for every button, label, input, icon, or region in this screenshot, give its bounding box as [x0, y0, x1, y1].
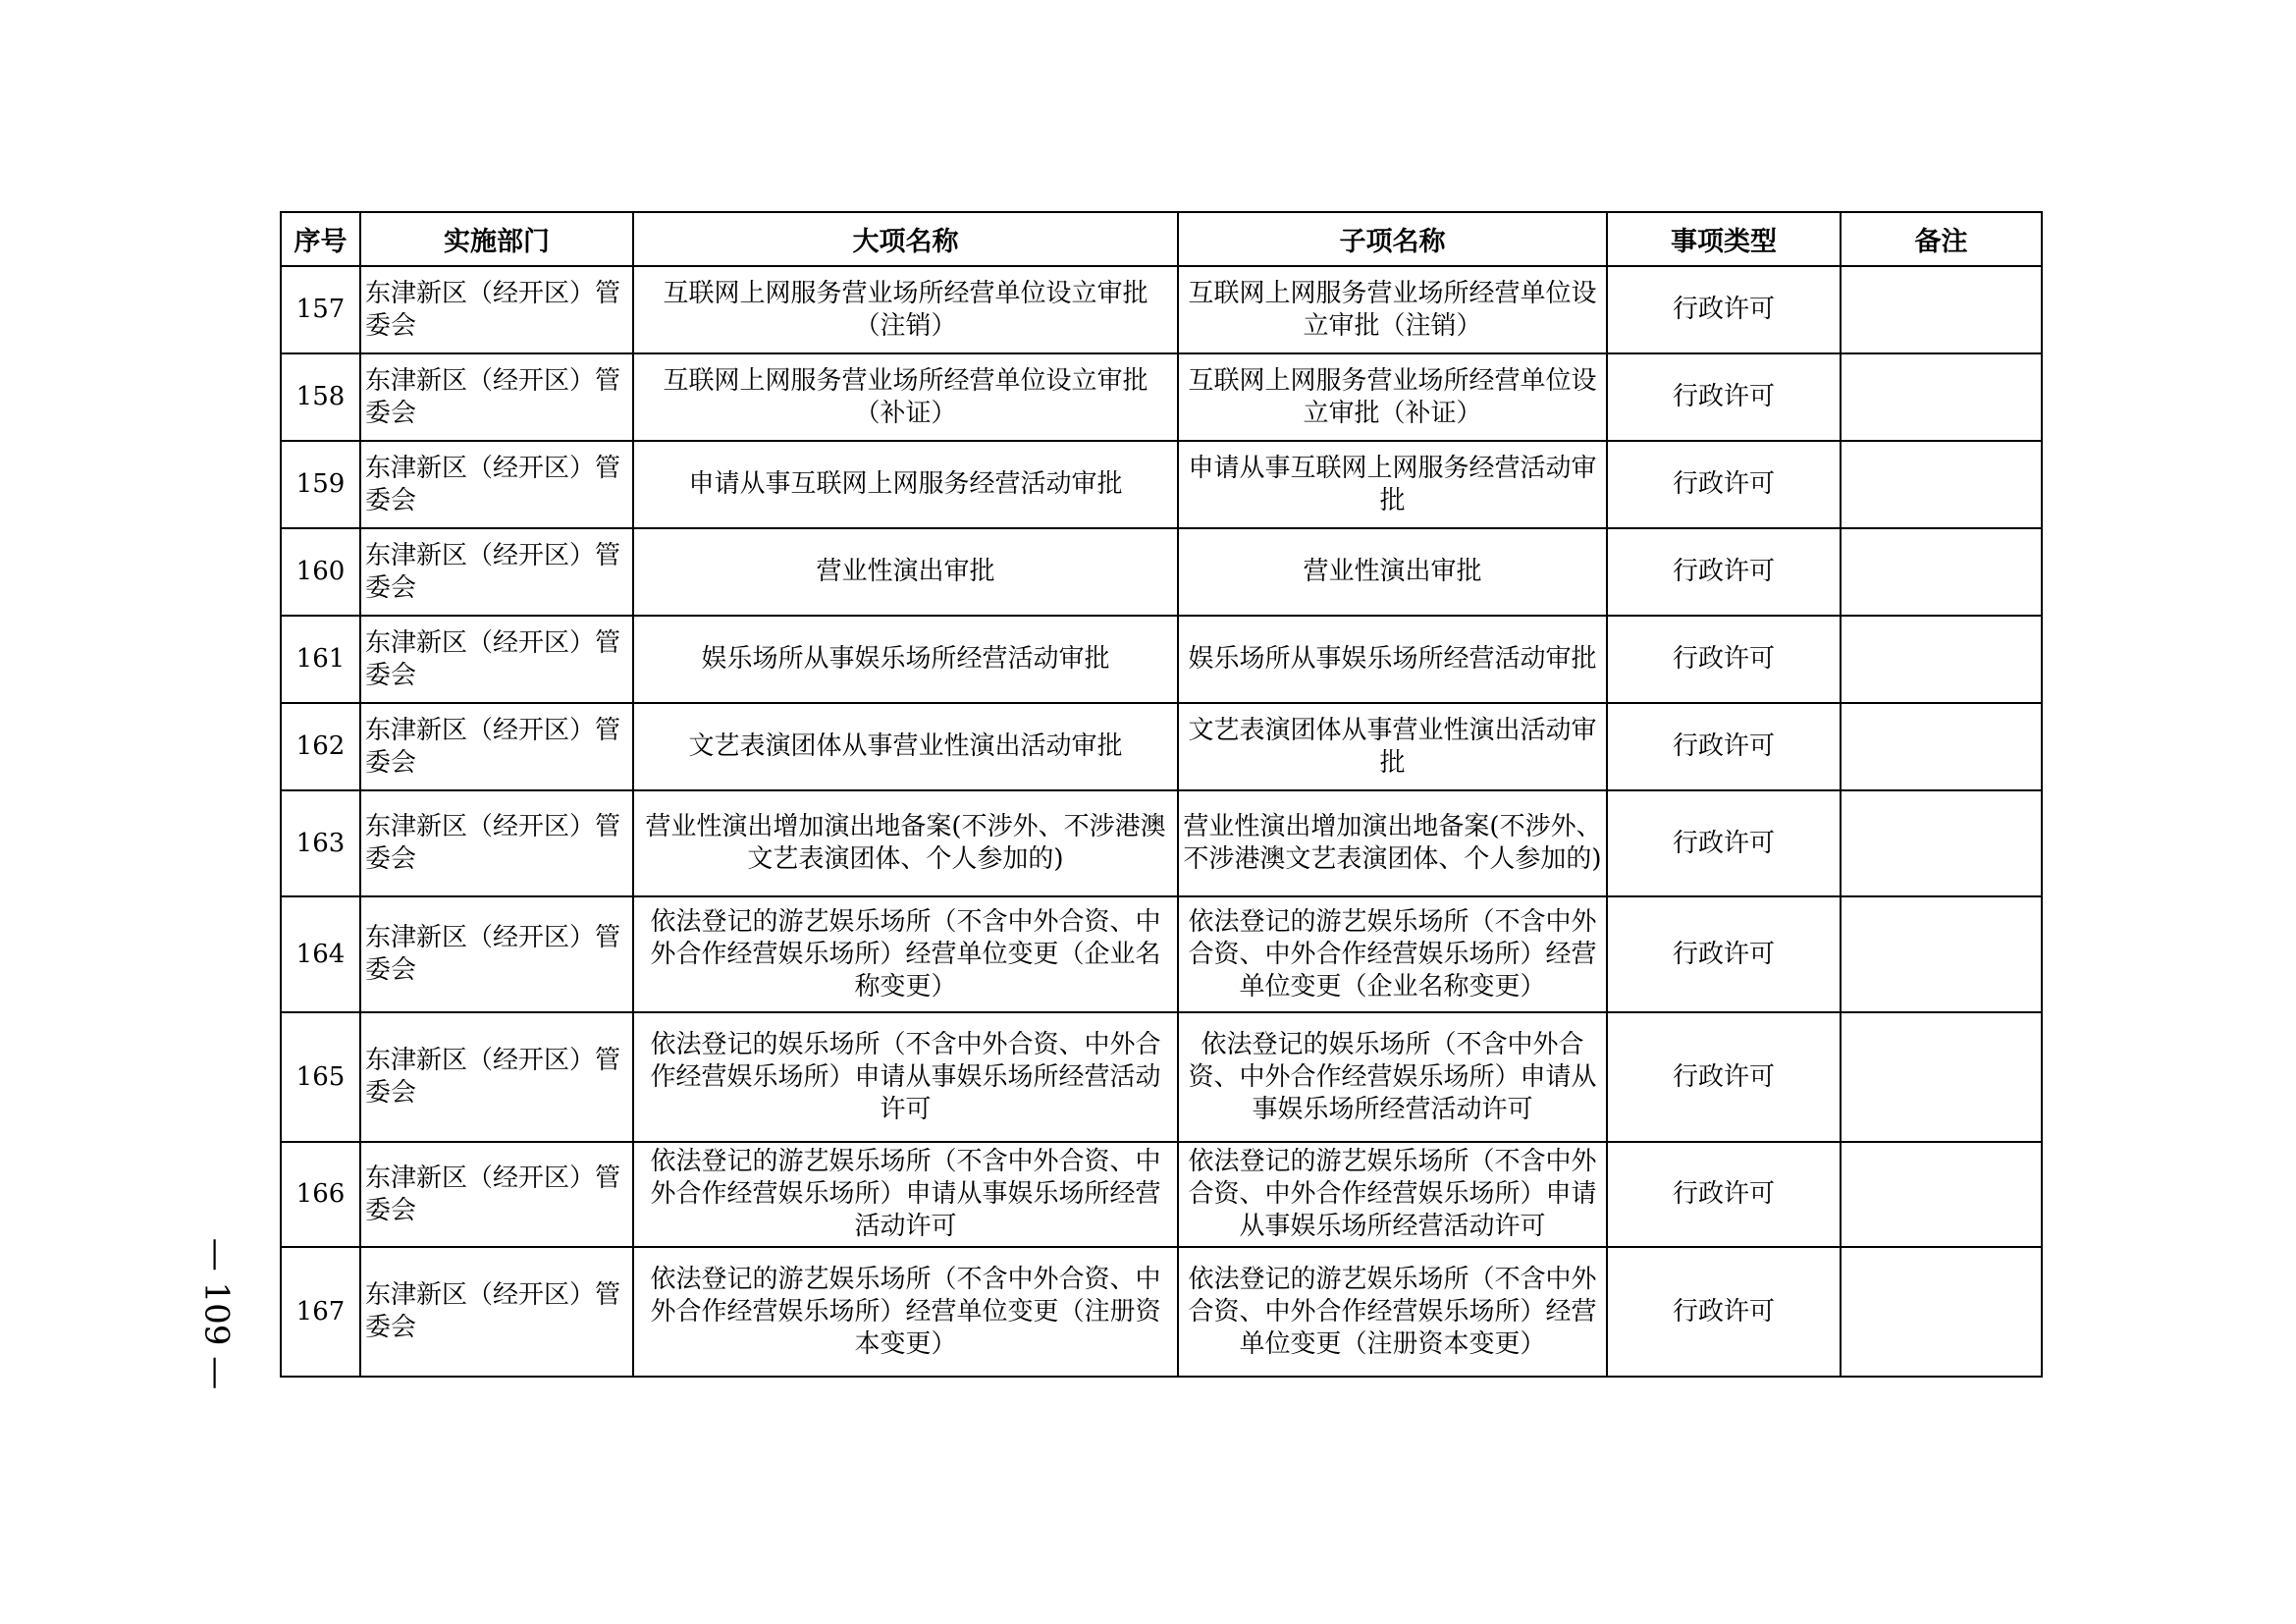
table-header — [281, 212, 2042, 266]
cell-no: 167 — [281, 1247, 360, 1377]
table-row — [281, 1142, 2042, 1247]
header-remark: 备注 — [1841, 212, 2042, 266]
cell-item: 营业性演出审批 — [633, 528, 1178, 616]
cell-subitem: 依法登记的娱乐场所（不含中外合资、中外合作经营娱乐场所）申请从事娱乐场所经营活动许可 — [1178, 1012, 1607, 1142]
cell-type: 行政许可 — [1607, 1012, 1841, 1142]
header-row — [281, 212, 2042, 266]
cell-remark — [1841, 896, 2042, 1012]
cell-type: 行政许可 — [1607, 441, 1841, 528]
cell-no: 165 — [281, 1012, 360, 1142]
cell-dept: 东津新区（经开区）管委会 — [360, 1142, 633, 1247]
table-row — [281, 1012, 2042, 1142]
header-no: 序号 — [281, 212, 360, 266]
table-row — [281, 528, 2042, 616]
cell-subitem: 依法登记的游艺娱乐场所（不含中外合资、中外合作经营娱乐场所）经营单位变更（注册资本变更） — [1178, 1247, 1607, 1377]
cell-type: 行政许可 — [1607, 896, 1841, 1012]
cell-remark — [1841, 266, 2042, 353]
cell-type: 行政许可 — [1607, 353, 1841, 441]
cell-dept: 东津新区（经开区）管委会 — [360, 616, 633, 703]
cell-remark — [1841, 1142, 2042, 1247]
cell-type: 行政许可 — [1607, 528, 1841, 616]
table-row — [281, 353, 2042, 441]
administrative-matters-table — [280, 211, 2043, 1378]
cell-dept: 东津新区（经开区）管委会 — [360, 353, 633, 441]
cell-subitem: 申请从事互联网上网服务经营活动审批 — [1178, 441, 1607, 528]
cell-subitem: 文艺表演团体从事营业性演出活动审批 — [1178, 703, 1607, 790]
cell-item: 互联网上网服务营业场所经营单位设立审批（补证） — [633, 353, 1178, 441]
cell-no: 160 — [281, 528, 360, 616]
table-row — [281, 703, 2042, 790]
cell-dept: 东津新区（经开区）管委会 — [360, 266, 633, 353]
cell-no: 166 — [281, 1142, 360, 1247]
cell-remark — [1841, 353, 2042, 441]
cell-no: 162 — [281, 703, 360, 790]
cell-no: 161 — [281, 616, 360, 703]
cell-dept: 东津新区（经开区）管委会 — [360, 1247, 633, 1377]
cell-item: 文艺表演团体从事营业性演出活动审批 — [633, 703, 1178, 790]
page-number-text: — 109 — — [196, 1237, 237, 1389]
cell-item: 依法登记的游艺娱乐场所（不含中外合资、中外合作经营娱乐场所）经营单位变更（企业名称变更） — [633, 896, 1178, 1012]
cell-no: 158 — [281, 353, 360, 441]
table-row — [281, 1247, 2042, 1377]
cell-type: 行政许可 — [1607, 266, 1841, 353]
table-row — [281, 790, 2042, 896]
cell-remark — [1841, 790, 2042, 896]
cell-type: 行政许可 — [1607, 703, 1841, 790]
cell-dept: 东津新区（经开区）管委会 — [360, 896, 633, 1012]
cell-dept: 东津新区（经开区）管委会 — [360, 790, 633, 896]
cell-type: 行政许可 — [1607, 1142, 1841, 1247]
cell-no: 159 — [281, 441, 360, 528]
cell-subitem: 娱乐场所从事娱乐场所经营活动审批 — [1178, 616, 1607, 703]
table-row — [281, 266, 2042, 353]
cell-remark — [1841, 703, 2042, 790]
cell-subitem: 互联网上网服务营业场所经营单位设立审批（补证） — [1178, 353, 1607, 441]
cell-type: 行政许可 — [1607, 1247, 1841, 1377]
cell-subitem: 互联网上网服务营业场所经营单位设立审批（注销） — [1178, 266, 1607, 353]
header-item: 大项名称 — [633, 212, 1178, 266]
cell-dept: 东津新区（经开区）管委会 — [360, 441, 633, 528]
table-body — [281, 266, 2042, 1377]
cell-subitem: 营业性演出增加演出地备案(不涉外、不涉港澳文艺表演团体、个人参加的) — [1178, 790, 1607, 896]
cell-remark — [1841, 1247, 2042, 1377]
cell-type: 行政许可 — [1607, 616, 1841, 703]
cell-dept: 东津新区（经开区）管委会 — [360, 1012, 633, 1142]
cell-item: 营业性演出增加演出地备案(不涉外、不涉港澳文艺表演团体、个人参加的) — [633, 790, 1178, 896]
header-type: 事项类型 — [1607, 212, 1841, 266]
table-row — [281, 441, 2042, 528]
cell-remark — [1841, 616, 2042, 703]
cell-type: 行政许可 — [1607, 790, 1841, 896]
cell-remark — [1841, 528, 2042, 616]
cell-remark — [1841, 441, 2042, 528]
cell-item: 依法登记的娱乐场所（不含中外合资、中外合作经营娱乐场所）申请从事娱乐场所经营活动许可 — [633, 1012, 1178, 1142]
cell-subitem: 依法登记的游艺娱乐场所（不含中外合资、中外合作经营娱乐场所）经营单位变更（企业名称变更） — [1178, 896, 1607, 1012]
cell-no: 163 — [281, 790, 360, 896]
cell-item: 互联网上网服务营业场所经营单位设立审批（注销） — [633, 266, 1178, 353]
cell-item: 申请从事互联网上网服务经营活动审批 — [633, 441, 1178, 528]
cell-dept: 东津新区（经开区）管委会 — [360, 528, 633, 616]
table-row — [281, 616, 2042, 703]
cell-item: 依法登记的游艺娱乐场所（不含中外合资、中外合作经营娱乐场所）经营单位变更（注册资本变更） — [633, 1247, 1178, 1377]
cell-subitem: 依法登记的游艺娱乐场所（不含中外合资、中外合作经营娱乐场所）申请从事娱乐场所经营活动许可 — [1178, 1142, 1607, 1247]
cell-no: 164 — [281, 896, 360, 1012]
cell-dept: 东津新区（经开区）管委会 — [360, 703, 633, 790]
page-number — [187, 1232, 245, 1394]
cell-item: 依法登记的游艺娱乐场所（不含中外合资、中外合作经营娱乐场所）申请从事娱乐场所经营活动许可 — [633, 1142, 1178, 1247]
cell-subitem: 营业性演出审批 — [1178, 528, 1607, 616]
cell-remark — [1841, 1012, 2042, 1142]
cell-item: 娱乐场所从事娱乐场所经营活动审批 — [633, 616, 1178, 703]
cell-no: 157 — [281, 266, 360, 353]
header-dept: 实施部门 — [360, 212, 633, 266]
table-row — [281, 896, 2042, 1012]
header-subitem: 子项名称 — [1178, 212, 1607, 266]
